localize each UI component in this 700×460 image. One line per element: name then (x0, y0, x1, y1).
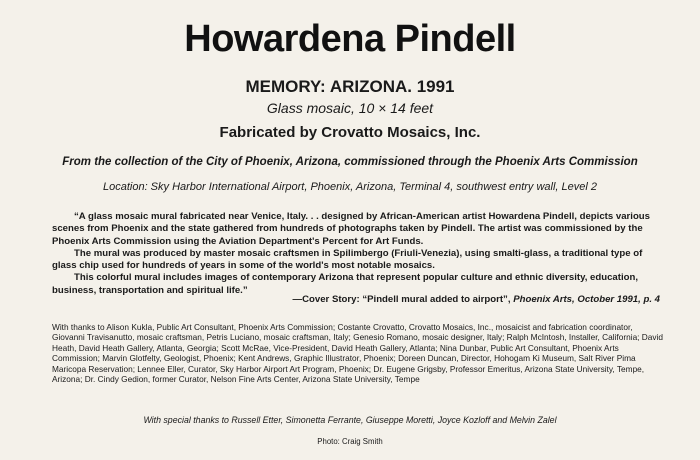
quote-citation (293, 294, 661, 305)
collection-line: From the collection of the City of Phoenix, Arizona, commissioned through the Phoenix Arts Commission (62, 156, 638, 168)
photo-credit: Photo: Craig Smith (317, 437, 383, 446)
artwork-medium: Glass mosaic, 10 × 14 feet (266, 100, 434, 116)
quote-paragraph-3: This colorful mural includes images of contemporary Arizona that represent popular culture and ethnic diversity, education, business, transportation and spiritual life.” (52, 272, 639, 296)
acknowledgements: With thanks to Alison Kukla, Public Art Consultant, Phoenix Arts Commission; Costante Crovatto, Crovatto Mosaics, Inc., mosaicist and fabrication coordinator, Giovanni Travisanutto, mosaic craftsman, Petris Luciano, mosaic craftsman, Italy; Genesio Romano, mosaic designer, Italy; Ralph McIntosh, Installer, California; David Heath, David Heath Gallery, Atlanta, Georgia; Scott McRae, Vice-President, David Heath Gallery, Atlanta; Nina Dunbar, Public Art Consultant, Phoenix Arts Commission; Marvin Glotfelty, Geologist, Phoenix; Kent Andrews, Graphic Illustrator, Phoenix; Doreen Duncan, Director, Hohogam Ki Museum, Salt River Pima Maricopa Reservation; Lennee Eller, Curator, Sky Harbor Airport Art Program, Phoenix; Dr. Eugene Grigsby, Professor Emeritus, Arizona State University, Tempe, Arizona; Dr. Cindy Gedion, former Curator, Nelson Fine Arts Center, Arizona State University, Tempe (52, 322, 664, 385)
special-thanks: With special thanks to Russell Etter, Simonetta Ferrante, Giuseppe Moretti, Joyce Kozloff and Melvin Zalel (143, 415, 557, 425)
artwork-title: MEMORY: ARIZONA. 1991 (245, 77, 455, 96)
quote-paragraph-1: “A glass mosaic mural fabricated near Venice, Italy. . . designed by African-American artist Howardena Pindell, depicts various scenes from Phoenix and the state gathered from hundreds of photographs taken by Pindell. The artist was commissioned by the Phoenix Arts Commission using the Aviation Department's Percent for Art Funds. (52, 211, 650, 247)
location-line: Location: Sky Harbor International Airport, Phoenix, Arizona, Terminal 4, southwest entry wall, Level 2 (102, 181, 598, 193)
fabricator-line: Fabricated by Crovatto Mosaics, Inc. (219, 124, 481, 141)
quote-block (52, 211, 662, 297)
quote-paragraph-2: The mural was produced by master mosaic craftsmen in Spilimbergo (Friuli-Venezia), using smalti-glass, a traditional type of glass chip used for hundreds of years in some of the world's most notable mosaics. (52, 247, 643, 272)
citation-prefix: —Cover Story: “Pindell mural added to airport”, (292, 294, 514, 305)
citation-source: Phoenix Arts, October 1991, p. 4 (513, 294, 660, 305)
artist-name: Howardena Pindell (184, 18, 516, 60)
